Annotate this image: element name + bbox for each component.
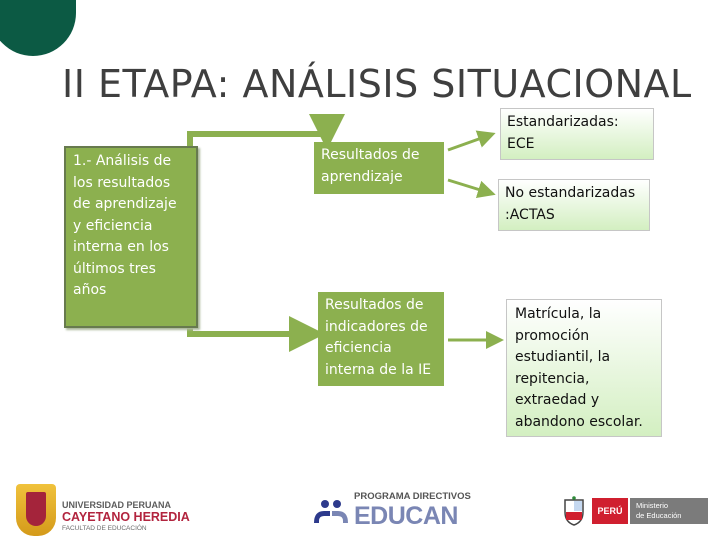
ministry-line2: de Educación xyxy=(636,511,682,520)
efficiency-results-box: Resultados de indicadores de eficiencia interna de la IE xyxy=(318,292,444,386)
standardized-box: Estandarizadas: ECE xyxy=(500,108,654,160)
upch-shield-icon xyxy=(16,484,56,536)
arrow-to-learning-results xyxy=(190,134,327,146)
learning-results-box: Resultados de aprendizaje xyxy=(314,142,444,194)
arrow-to-standardized xyxy=(448,135,490,150)
peru-seal-icon xyxy=(562,496,586,526)
educan-line1: PROGRAMA DIRECTIVOS xyxy=(354,491,471,502)
peru-label: PERÚ xyxy=(592,498,628,524)
ministry-line1: Ministerio xyxy=(636,501,669,510)
indicators-box: Matrícula, la promoción estudiantil, la repitencia, extraedad y abandono escolar. xyxy=(506,299,662,437)
educan-mark-icon xyxy=(310,497,352,527)
arrow-to-nonstandardized xyxy=(448,180,490,193)
arrow-to-efficiency-results xyxy=(190,320,313,334)
minedu-logo xyxy=(562,496,712,530)
upch-line3: FACULTAD DE EDUCACIÓN xyxy=(62,525,147,532)
nonstandardized-box: No estandarizadas :ACTAS xyxy=(498,179,650,231)
analysis-box: 1.- Análisis de los resultados de aprendizaje y eficiencia interna en los últimos tres años xyxy=(64,146,198,328)
upch-logo xyxy=(16,484,196,536)
educan-logo xyxy=(310,489,471,535)
slide-title: II ETAPA: ANÁLISIS SITUACIONAL xyxy=(62,62,692,106)
educan-line2: EDUCAN xyxy=(354,502,458,530)
upch-line2: CAYETANO HEREDIA xyxy=(62,510,190,524)
ministry-label xyxy=(630,498,708,524)
upch-line1: UNIVERSIDAD PERUANA xyxy=(62,500,172,510)
